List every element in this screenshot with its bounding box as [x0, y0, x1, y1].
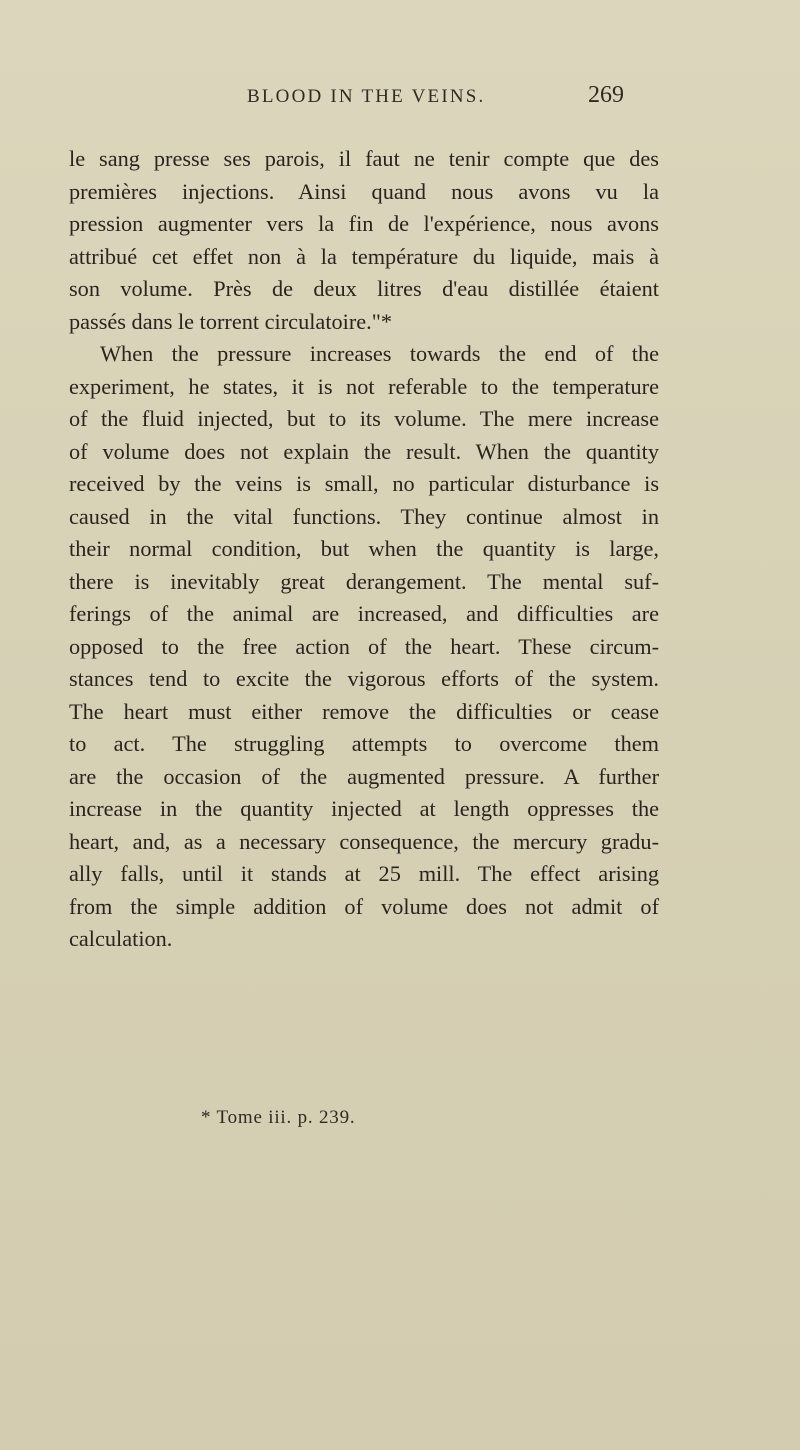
text-line: there is inevitably great derangement. The mental suf-: [69, 568, 659, 594]
text-line: heart, and, as a necessary consequence, the mercury gradu-: [69, 828, 659, 854]
text-line: When the pressure increases towards the end of the: [100, 341, 659, 366]
text-line: ally falls, until it stands at 25 mill. The effect arising: [69, 861, 659, 886]
text-line: caused in the vital functions. They continue almost in: [69, 503, 659, 529]
running-title: BLOOD IN THE VEINS.: [247, 86, 486, 107]
text-line: of volume does not explain the result. When the quantity: [69, 438, 659, 464]
footnote: * Tome iii. p. 239.: [201, 1107, 356, 1128]
page-number: 269: [588, 82, 624, 108]
text-line: son volume. Près de deux litres d'eau distillée étaient: [69, 276, 659, 301]
text-line: experiment, he states, it is not referable to the temperature: [69, 373, 659, 399]
text-line: stances tend to excite the vigorous efforts of the system.: [69, 666, 659, 691]
text-line: their normal condition, but when the quantity is large,: [69, 536, 659, 561]
text-line: calculation.: [69, 926, 173, 951]
text-line: ferings of the animal are increased, and difficulties are: [69, 601, 659, 626]
text-line: premières injections. Ainsi quand nous avons vu la: [69, 178, 659, 204]
text-line: are the occasion of the augmented pressure. A further: [69, 763, 659, 789]
text-line: le sang presse ses parois, il faut ne tenir compte que des: [69, 146, 659, 171]
text-line: to act. The struggling attempts to overcome them: [69, 731, 659, 756]
text-line: of the fluid injected, but to its volume. The mere increase: [69, 406, 659, 431]
text-line: passés dans le torrent circulatoire."*: [69, 308, 392, 334]
text-line: pression augmenter vers la fin de l'expérience, nous avons: [69, 211, 659, 236]
text-line: increase in the quantity injected at length oppresses the: [69, 796, 659, 821]
running-head: [0, 82, 800, 126]
text-line: from the simple addition of volume does not admit of: [69, 893, 659, 919]
text-line: attribué cet effet non à la température du liquide, mais à: [69, 243, 659, 269]
text-line: The heart must either remove the difficulties or cease: [69, 698, 659, 724]
body-text: [69, 143, 659, 956]
text-line: received by the veins is small, no particular disturbance is: [69, 471, 659, 496]
text-line: opposed to the free action of the heart. These circum-: [69, 633, 659, 659]
